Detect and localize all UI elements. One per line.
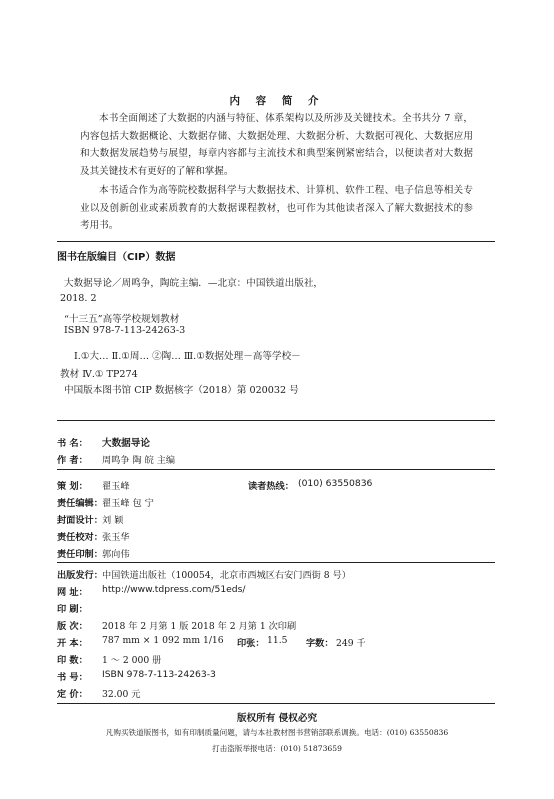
copyright-notice: 版权所有 侵权必究 (236, 713, 318, 724)
divider-book (57, 420, 495, 421)
print-run-label: 印 数： (57, 655, 88, 666)
proofreader-value: 张玉华 (102, 532, 130, 543)
edition-value: 2018 年 2 月第 1 版 2018 年 2 月第 1 次印刷 (102, 621, 297, 632)
website-value: http://www.tdpress.com/51eds/ (102, 584, 246, 595)
format-value: 787 mm × 1 092 mm 1/16 (102, 635, 224, 646)
planning-value: 翟玉峰 (102, 481, 130, 492)
hotline-value: (010) 63550836 (298, 478, 373, 489)
cip-line-5: Ⅰ.①大… Ⅱ.①周… ②陶… Ⅲ.①数据处理－高等学校－ (74, 351, 301, 362)
cip-line-1: 大数据导论／周鸣争，陶皖主编．—北京：中国铁道出版社， (64, 278, 324, 289)
cip-line-3: “十三五”高等学校规划教材 (64, 314, 180, 325)
price-label: 定 价： (57, 689, 88, 700)
words-label: 字数： (306, 638, 334, 649)
print-run-value: 1 ～ 2 000 册 (102, 655, 162, 666)
quality-notice: 凡购买铁道版图书，如有印制质量问题，请与本社教材图书营销部联系调换。电话：(010) 63550836 (105, 728, 449, 737)
book-author-label: 作 者： (57, 455, 88, 466)
divider-editors (57, 469, 495, 470)
isbn-label: 书 号： (57, 672, 88, 683)
cip-line-7: 中国版本图书馆 CIP 数据核字（2018）第 020032 号 (64, 385, 299, 396)
divider-cip (57, 241, 495, 242)
cover-design-label: 封面设计： (57, 515, 103, 526)
cip-line-2: 2018. 2 (60, 293, 97, 304)
cip-line-4: ISBN 978-7-113-24263-3 (64, 325, 186, 336)
editor-label: 责任编辑： (57, 498, 103, 509)
proofreader-label: 责任校对： (57, 532, 103, 543)
website-label: 网 址： (57, 587, 88, 598)
publisher-label: 出版发行： (57, 570, 103, 581)
publisher-value: 中国铁道出版社（100054，北京市西城区右安门西街 8 号） (102, 570, 351, 581)
sheets-label: 印张： (237, 638, 265, 649)
sheets-value: 11.5 (267, 635, 288, 646)
divider-publication (57, 562, 495, 563)
planning-label: 策 划： (57, 481, 88, 492)
book-title-value: 大数据导论 (102, 438, 150, 449)
print-manager-value: 郭向伟 (102, 549, 130, 560)
editor-value: 翟玉峰 包 宁 (102, 498, 154, 509)
hotline-label: 读者热线： (248, 481, 294, 492)
words-value: 249 千 (336, 638, 366, 649)
print-manager-label: 责任印制： (57, 549, 103, 560)
divider-footer (57, 703, 495, 704)
printer-label: 印 刷： (57, 604, 88, 615)
edition-label: 版 次： (57, 621, 88, 632)
summary-paragraph-1: 本书全面阐述了大数据的内涵与特征、体系架构以及所涉及关键技术。全书共分 7 章，内容包括大数据概论、大数据存储、大数据处理、大数据分析、大数据可视化、大数据应用和大数据发展趋势与展望，每章内容都与主流技术和典型案例紧密结合，以便读者对大数据及其关键技术有更好的了解和掌握。 (80, 113, 473, 177)
antipiracy-hotline: 打击盗版举报电话：(010) 51873659 (212, 744, 342, 753)
format-label: 开 本： (57, 638, 88, 649)
price-value: 32.00 元 (102, 689, 141, 700)
summary-title: 内 容 简 介 (229, 95, 325, 107)
summary-paragraph-2: 本书适合作为高等院校数据科学与大数据技术、计算机、软件工程、电子信息等相关专业以及创新创业或素质教育的大数据课程教材，也可作为其他读者深入了解大数据技术的参考用书。 (80, 185, 473, 231)
book-author-value: 周鸣争 陶 皖 主编 (102, 455, 176, 466)
cover-design-value: 刘 颖 (102, 515, 124, 526)
book-title-label: 书 名： (57, 438, 88, 449)
isbn-value: ISBN 978-7-113-24263-3 (102, 669, 216, 680)
cip-line-6: 教材 Ⅳ.① TP274 (60, 369, 138, 380)
cip-heading: 图书在版编目（CIP）数据 (57, 252, 176, 263)
